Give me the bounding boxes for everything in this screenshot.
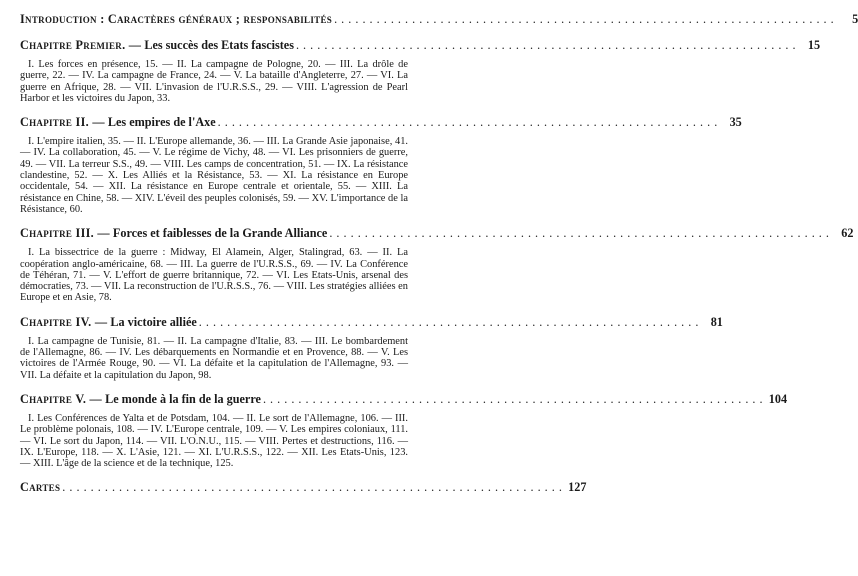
chapter-title: Le monde à la fin de la guerre	[105, 391, 261, 406]
chapter-label: Chapitre Premier. —	[20, 38, 142, 52]
chapter-summary: I. La bissectrice de la guerre : Midway, El Alamein, Alger, Stalingrad, 63. — II. La coopération anglo-américaine, 68. — III. La guerre de l'U.R.S.S., 69. — IV. La Conférence de Téhéran, 71. — V. L'effort de guerre britannique, 72. — VI. Les Etats-Unis, arsenal des démocraties, 73. — VII. La reconstruction de l'U.R.S.S., 76. — VIII. Les stratégies alliées en Europe et en Asie, 78.	[20, 247, 408, 304]
chapter-summary: I. La campagne de Tunisie, 81. — II. La campagne d'Italie, 83. — III. Le bombardement de l'Allemagne, 86. — IV. Les débarquements en Normandie et en Provence, 88. — V. Les victoires de l'Armée Rouge, 90. — VI. La défaite et la capitulation de l'Allemagne, 93. — VII. La défaite et la capitulation du Japon, 98.	[20, 335, 408, 381]
toc-heading	[20, 115, 742, 130]
toc-entry-introduction	[20, 12, 858, 27]
chapter-title: La victoire alliée	[110, 314, 197, 329]
page-number: 104	[768, 391, 788, 406]
chapter-label: Chapitre V. —	[20, 391, 103, 406]
chapter-label: Chapitre III. —	[20, 226, 110, 241]
toc-entry-chapter-5	[20, 391, 788, 470]
table-of-contents	[20, 12, 858, 506]
chapter-title: Les succès des Etats fascistes	[144, 38, 294, 52]
toc-entry-chapter-1	[20, 38, 821, 104]
chapter-label: Chapitre II. —	[20, 115, 105, 130]
toc-heading	[20, 38, 821, 53]
toc-heading	[20, 226, 854, 241]
dot-leader	[263, 392, 763, 407]
toc-entry-chapter-3	[20, 226, 854, 304]
toc-heading	[20, 480, 587, 495]
toc-entry-maps	[20, 480, 587, 495]
chapter-label: Chapitre IV. —	[20, 314, 108, 329]
toc-entry-chapter-2	[20, 115, 742, 215]
toc-heading	[20, 314, 723, 330]
page-number: 15	[807, 38, 821, 52]
dot-leader	[199, 315, 699, 330]
chapter-summary: I. L'empire italien, 35. — II. L'Europe allemande, 36. — III. La Grande Asie japonaise, 41. — IV. La collaboration, 45. — V. Le régime de Vichy, 48. — VI. Les prisonniers de guerre, 49. — VII. La terreur S.S., 49. — VIII. Les camps de concentration, 51. — IX. La résistance clandestine, 52. — X. Les Alliés et la Résistance, 53. — XI. La résistance en Europe occidentale, 54. — XII. La résistance en Europe centrale et orientale, 55. — XIII. La résistance en Chine, 58. — XIV. L'éveil des peuples colonisés, 59. — XV. L'importance de la Résistance, 60.	[20, 136, 408, 215]
dot-leader	[329, 226, 829, 241]
chapter-summary: I. Les forces en présence, 15. — II. La campagne de Pologne, 20. — III. La drôle de guerre, 22. — IV. La campagne de France, 24. — V. La bataille d'Angleterre, 27. — VI. La guerre en Afrique, 28. — VII. L'invasion de l'U.R.S.S., 29. — VIII. L'agression de Pearl Harbor et les victoires du Japon, 33.	[20, 59, 408, 104]
page-number: 81	[710, 314, 723, 329]
dot-leader	[62, 480, 562, 495]
toc-heading	[20, 391, 788, 407]
dot-leader	[334, 12, 834, 27]
chapter-title: Les empires de l'Axe	[107, 115, 216, 130]
toc-heading	[20, 12, 858, 27]
page-number: 62	[841, 226, 854, 241]
chapter-title: Forces et faiblesses de la Grande Alliance	[112, 226, 328, 241]
dot-leader	[296, 38, 796, 53]
page-number: 35	[729, 115, 742, 130]
page-number: 5	[852, 12, 858, 26]
page-number: 127	[568, 480, 587, 495]
toc-entry-chapter-4	[20, 314, 723, 381]
maps-title: Cartes	[20, 480, 61, 495]
dot-leader	[218, 115, 718, 130]
introduction-title: Introduction : Caractères généraux ; responsabilités	[20, 12, 333, 26]
chapter-summary: I. Les Conférences de Yalta et de Potsdam, 104. — II. Le sort de l'Allemagne, 106. — III. Le problème polonais, 108. — IV. L'Europe centrale, 109. — V. Les empires coloniaux, 111. — VI. Le sort du Japon, 114. — VII. L'O.N.U., 115. — VIII. Pertes et destructions, 116. — IX. L'Europe, 118. — X. L'Asie, 121. — XI. L'U.R.S.S., 122. — XII. Les Etats-Unis, 123. — XIII. L'âge de la science et de la technique, 125.	[20, 412, 408, 470]
